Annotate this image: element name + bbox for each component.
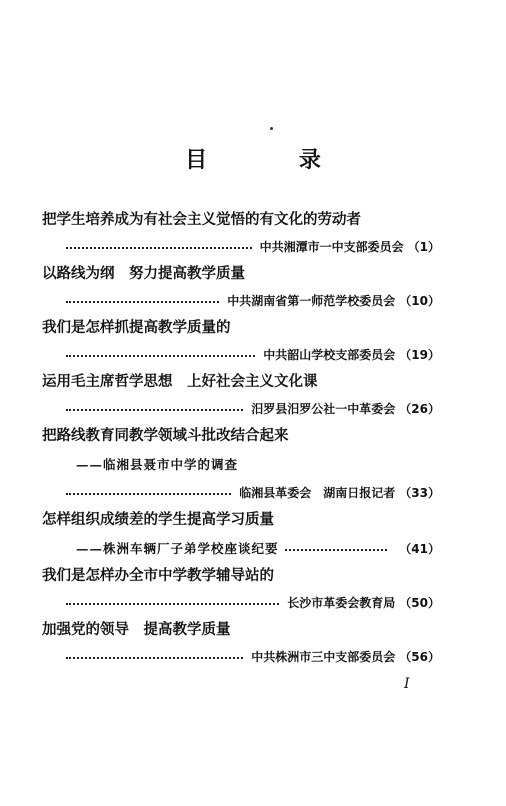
toc-entry-author: 长沙市革委会教育局 [287,596,396,610]
toc-entry-title: 我们是怎样抓提高教学质量的 [42,319,231,336]
toc-entry-author: 中共株洲市三中支部委员会 [251,650,396,664]
toc-entry-title: 把路线教育同教学领域斗批改结合起来 [42,427,289,444]
toc-entry-page: （1） [407,240,440,254]
toc-entry-subtitle: ——株洲车辆厂子弟学校座谈纪要 [76,541,279,556]
toc-entry-title: 以路线为纲 努力提高教学质量 [42,265,245,282]
toc-heading: 目 录 [185,148,363,173]
leader-dots [66,603,279,605]
toc-entry-ref [66,400,440,418]
toc-entry-page: （26） [399,402,440,416]
leader-dots [66,493,231,495]
toc-entry-ref [66,292,440,310]
toc-entry-page: （19） [399,348,440,362]
toc-entry-ref [66,238,440,256]
print-speck [270,127,273,130]
toc-entry-author: 临湘县革委会 湖南日报记者 [239,486,396,500]
toc-entry-ref [76,540,440,558]
leader-dots [66,301,219,303]
toc-entry-ref [66,594,440,612]
toc-entry-author: 中共湘潭市一中支部委员会 [259,240,404,254]
toc-entry-ref [66,484,440,502]
toc-entry-page: （10） [399,294,440,308]
toc-entry-page: （41） [399,542,440,556]
toc-entry-title: 把学生培养成为有社会主义觉悟的有文化的劳动者 [42,211,361,228]
toc-entry-author: 中共湖南省第一师范学校委员会 [227,294,396,308]
toc-entry-page: （56） [399,650,440,664]
toc-entry-ref [66,346,440,364]
toc-entry-title: 运用毛主席哲学思想 上好社会主义文化课 [42,373,318,390]
toc-entry-title: 加强党的领导 提高教学质量 [42,621,231,638]
leader-dots [66,247,252,249]
leader-dots [66,355,255,357]
toc-entry-ref [66,648,440,666]
toc-entry-subtitle: ——临湘县聂市中学的调查 [76,457,239,472]
toc-entry-page: （50） [399,596,440,610]
toc-entry-title: 我们是怎样办全市中学教学辅导站的 [42,567,274,584]
toc-entry-page: （33） [399,486,440,500]
page-number: I [404,676,410,692]
toc-entry-author: 汨罗县汨罗公社一中革委会 [251,402,396,416]
leader-dots [66,657,243,659]
toc-entry-title: 怎样组织成绩差的学生提高学习质量 [42,511,274,528]
toc-entry-author: 中共韶山学校支部委员会 [263,348,396,362]
leader-dots [66,409,243,411]
leader-dots [285,549,388,551]
